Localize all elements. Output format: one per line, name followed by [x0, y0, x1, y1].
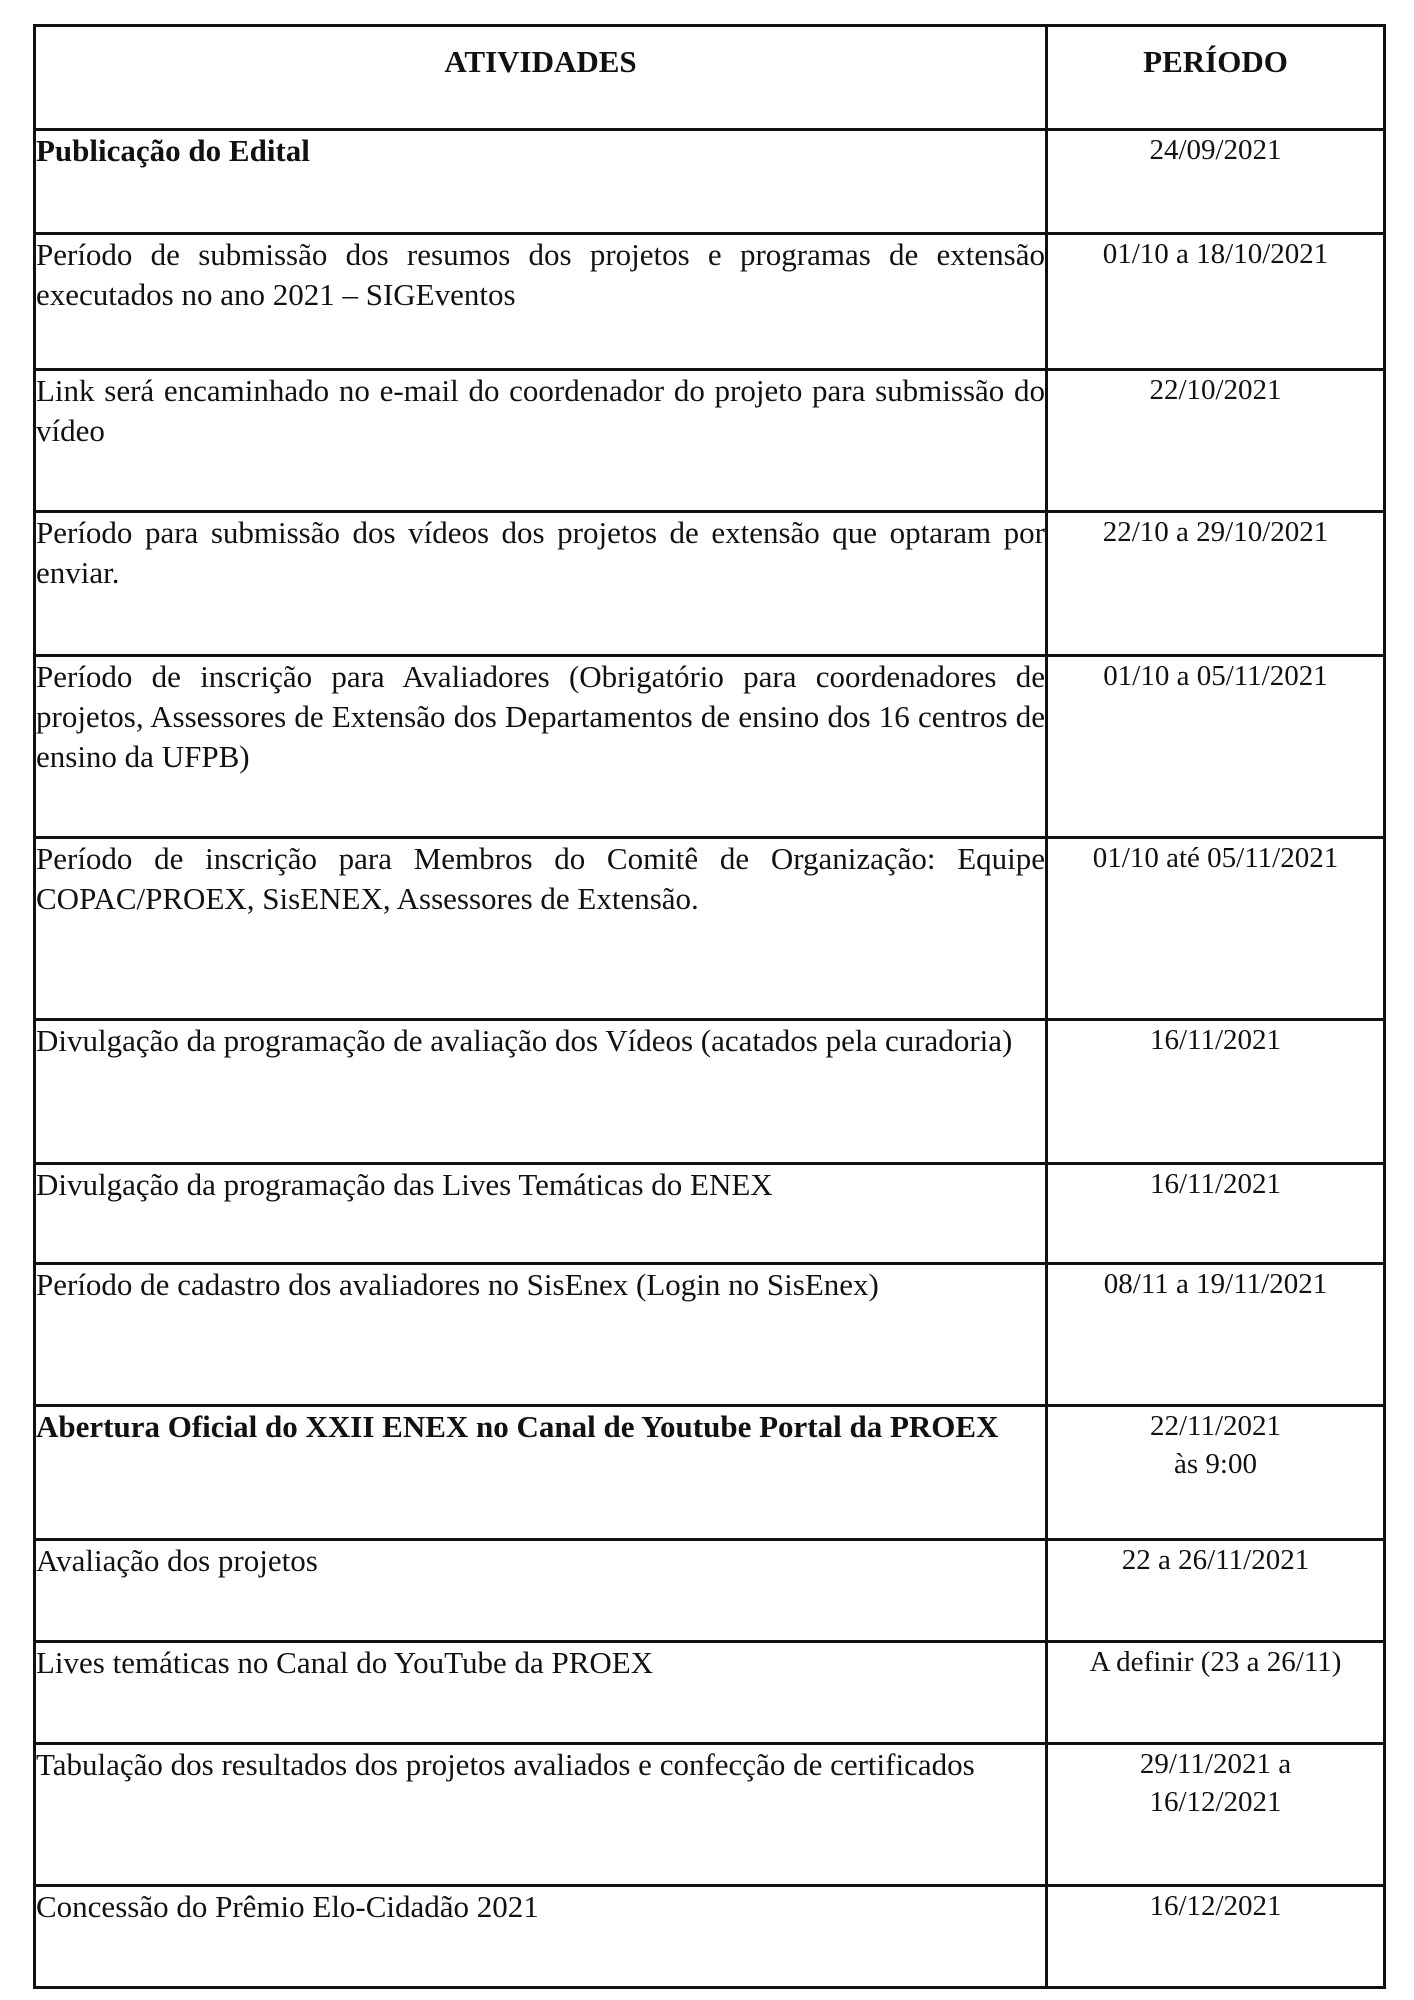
period-cell: 16/11/2021	[1047, 1164, 1385, 1264]
table-row	[35, 130, 1385, 234]
table-row	[35, 1540, 1385, 1642]
period-cell: 22/10/2021	[1047, 370, 1385, 512]
activity-cell: Lives temáticas no Canal do YouTube da PROEX	[35, 1642, 1047, 1744]
table-row	[35, 656, 1385, 838]
table-row	[35, 1744, 1385, 1886]
table-header-row	[35, 26, 1385, 130]
activity-cell: Período de cadastro dos avaliadores no SisEnex (Login no SisEnex)	[35, 1264, 1047, 1406]
table-row	[35, 512, 1385, 656]
period-cell: 16/11/2021	[1047, 1020, 1385, 1164]
period-cell: 24/09/2021	[1047, 130, 1385, 234]
period-cell: 01/10 até 05/11/2021	[1047, 838, 1385, 1020]
activity-cell: Tabulação dos resultados dos projetos avaliados e confecção de certificados	[35, 1744, 1047, 1886]
period-cell: 01/10 a 18/10/2021	[1047, 234, 1385, 370]
activities-column-header: ATIVIDADES	[35, 26, 1047, 130]
period-cell: 22/11/2021 às 9:00	[1047, 1406, 1385, 1540]
activity-cell: Divulgação da programação das Lives Temáticas do ENEX	[35, 1164, 1047, 1264]
activity-cell: Período de inscrição para Membros do Comitê de Organização: Equipe COPAC/PROEX, SisENEX, Assessores de Extensão.	[35, 838, 1047, 1020]
table-row	[35, 370, 1385, 512]
table-row	[35, 1264, 1385, 1406]
activity-cell: Concessão do Prêmio Elo-Cidadão 2021	[35, 1886, 1047, 1988]
activity-cell: Publicação do Edital	[35, 130, 1047, 234]
period-cell: 01/10 a 05/11/2021	[1047, 656, 1385, 838]
table-row	[35, 1020, 1385, 1164]
period-cell: 29/11/2021 a 16/12/2021	[1047, 1744, 1385, 1886]
table-row	[35, 1406, 1385, 1540]
activities-schedule-table	[33, 24, 1386, 1989]
activity-cell: Período de inscrição para Avaliadores (Obrigatório para coordenadores de projetos, Assessores de Extensão dos Departamentos de ensino dos 16 centros de ensino da UFPB)	[35, 656, 1047, 838]
activity-cell: Período para submissão dos vídeos dos projetos de extensão que optaram por enviar.	[35, 512, 1047, 656]
period-cell: 16/12/2021	[1047, 1886, 1385, 1988]
table-row	[35, 838, 1385, 1020]
period-cell: 08/11 a 19/11/2021	[1047, 1264, 1385, 1406]
period-cell: A definir (23 a 26/11)	[1047, 1642, 1385, 1744]
activity-cell: Link será encaminhado no e-mail do coordenador do projeto para submissão do vídeo	[35, 370, 1047, 512]
table-row	[35, 1642, 1385, 1744]
period-column-header: PERÍODO	[1047, 26, 1385, 130]
table-row	[35, 1886, 1385, 1988]
activity-cell: Período de submissão dos resumos dos projetos e programas de extensão executados no ano 2021 – SIGEventos	[35, 234, 1047, 370]
period-cell: 22/10 a 29/10/2021	[1047, 512, 1385, 656]
activity-cell: Divulgação da programação de avaliação dos Vídeos (acatados pela curadoria)	[35, 1020, 1047, 1164]
period-cell: 22 a 26/11/2021	[1047, 1540, 1385, 1642]
table-row	[35, 234, 1385, 370]
activity-cell: Avaliação dos projetos	[35, 1540, 1047, 1642]
table-row	[35, 1164, 1385, 1264]
activity-cell: Abertura Oficial do XXII ENEX no Canal de Youtube Portal da PROEX	[35, 1406, 1047, 1540]
